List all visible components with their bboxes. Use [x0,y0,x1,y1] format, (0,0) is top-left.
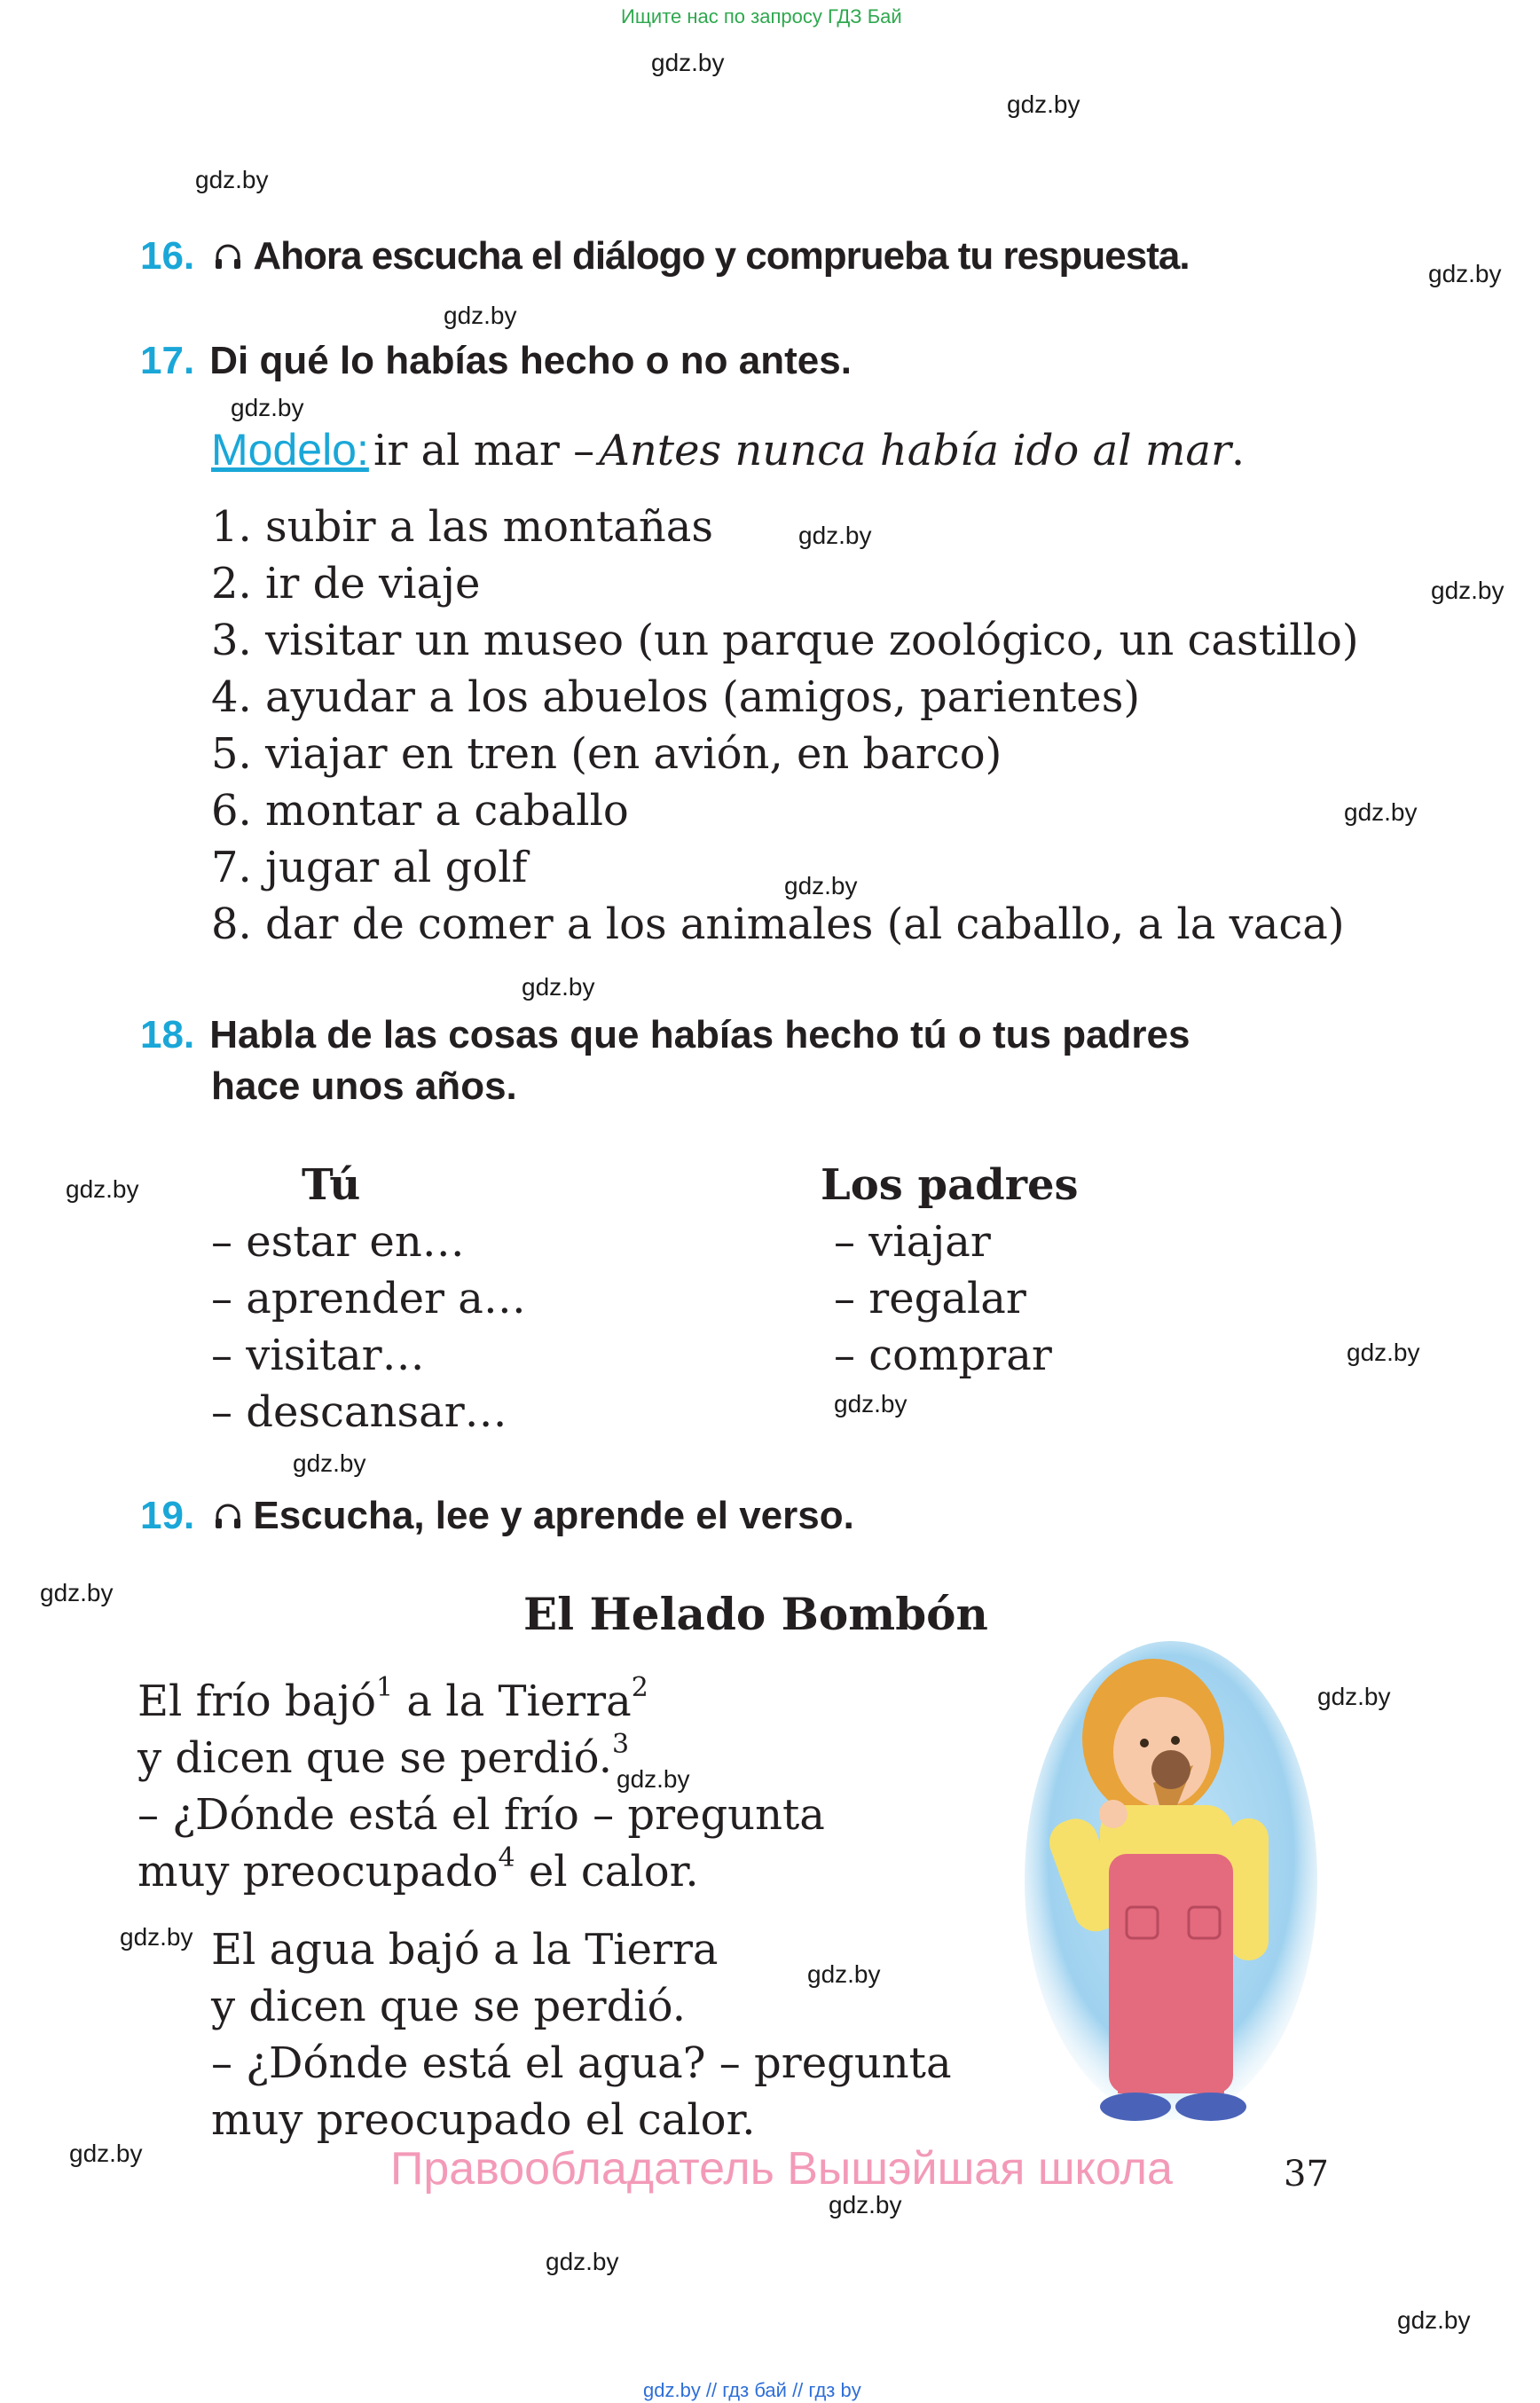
list-item: 8. dar de comer a los animales (al caballo, a la vaca) [211,899,1345,949]
poem-line: El frío bajó$^1$ a la Tierra$^2$ [138,1672,648,1726]
poem-line: – ¿Dónde está el agua? – pregunta [211,2038,952,2088]
headphones-icon [213,1502,243,1532]
watermark: gdz.by [66,1175,139,1203]
exercise-16 [140,234,1190,279]
page-number: 37 [1284,2154,1329,2195]
column-title-tu: Tú [302,1160,361,1210]
model-prompt: ir al mar – [373,426,595,475]
watermark: gdz.by [617,1765,690,1793]
list-item: – visitar… [211,1331,425,1380]
exercise-number: 17. [140,339,195,382]
list-item: 6. montar a caballo [211,786,629,836]
list-item: 5. viajar en tren (en avión, en barco) [211,729,1002,779]
watermark: gdz.by [651,49,725,76]
list-item: 2. ir de viaje [211,559,481,609]
watermark: gdz.by [40,1579,114,1606]
watermark: gdz.by [231,394,304,421]
list-item: 4. ayudar a los abuelos (amigos, parientes) [211,672,1141,722]
model-answer: Antes nunca había ido al mar [599,426,1231,475]
poem-line: – ¿Dónde está el frío – pregunta [138,1790,825,1840]
exercise-instruction: Escucha, lee y aprende el verso. [253,1494,854,1537]
watermark: gdz.by [1397,2306,1471,2334]
list-item: – viajar [834,1217,991,1267]
child-with-ice-cream-illustration [1020,1641,1322,2138]
watermark: gdz.by [1347,1339,1420,1366]
list-item: – descansar… [211,1387,507,1437]
watermark: gdz.by [798,522,872,549]
watermark: gdz.by [784,872,858,899]
exercise-number: 16. [140,234,195,278]
watermark: gdz.by [1428,260,1502,287]
watermark: gdz.by [834,1390,908,1417]
poem-line: y dicen que se perdió. [211,1982,686,2031]
list-item: 1. subir a las montañas [211,502,714,552]
watermark: gdz.by [1317,1683,1391,1710]
poem-title: El Helado Bombón [523,1588,988,1640]
exercise-instruction: Ahora escucha el diálogo y comprueba tu respuesta. [253,234,1190,278]
poem-line: y dicen que se perdió.$^3$ [138,1729,630,1783]
exercise-19 [140,1494,854,1538]
watermark: gdz.by [444,302,517,329]
watermark: gdz.by [829,2191,902,2218]
top-banner[interactable]: Ищите нас по запросу ГДЗ Бай [621,5,902,27]
watermark: gdz.by [1431,577,1505,604]
watermark: gdz.by [1344,798,1418,826]
model-example: Modelo: ir al mar – Antes nunca había ido al mar. [211,425,1245,475]
watermark: gdz.by [1007,90,1080,118]
watermark: gdz.by [195,166,269,193]
poem-line: El agua bajó a la Tierra [211,1925,719,1975]
watermark: gdz.by [522,973,595,1001]
list-item: – aprender a… [211,1274,526,1323]
exercise-instruction-line2: hace unos años. [211,1064,517,1108]
list-item: – regalar [834,1274,1026,1323]
list-item: 3. visitar un museo (un parque zoológico, un castillo) [211,616,1359,665]
exercise-number: 19. [140,1494,195,1537]
list-item: – estar en… [211,1217,465,1267]
watermark: gdz.by [69,2140,143,2167]
exercise-18 [140,1013,1190,1057]
poem-line: muy preocupado el calor. [211,2095,756,2145]
list-item: 7. jugar al golf [211,843,528,892]
watermark: gdz.by [293,1449,366,1477]
copyright-notice: Правообладатель Вышэйшая школа [390,2143,1173,2195]
list-item: – comprar [834,1331,1052,1380]
poem-line: muy preocupado$^4$ el calor. [138,1842,699,1896]
exercise-number: 18. [140,1013,195,1056]
exercise-instruction: Habla de las cosas que habías hecho tú o tus padres [209,1013,1190,1056]
watermark: gdz.by [120,1923,193,1951]
footer-links[interactable]: gdz.by // гдз бай // гдз by [643,2379,861,2401]
model-label: Modelo: [211,425,369,475]
exercise-17 [140,339,852,383]
exercise-instruction: Di qué lo habías hecho o no antes. [209,339,852,382]
watermark: gdz.by [546,2248,619,2275]
column-title-padres: Los padres [821,1160,1079,1210]
watermark: gdz.by [807,1960,881,1988]
headphones-icon [213,242,243,272]
